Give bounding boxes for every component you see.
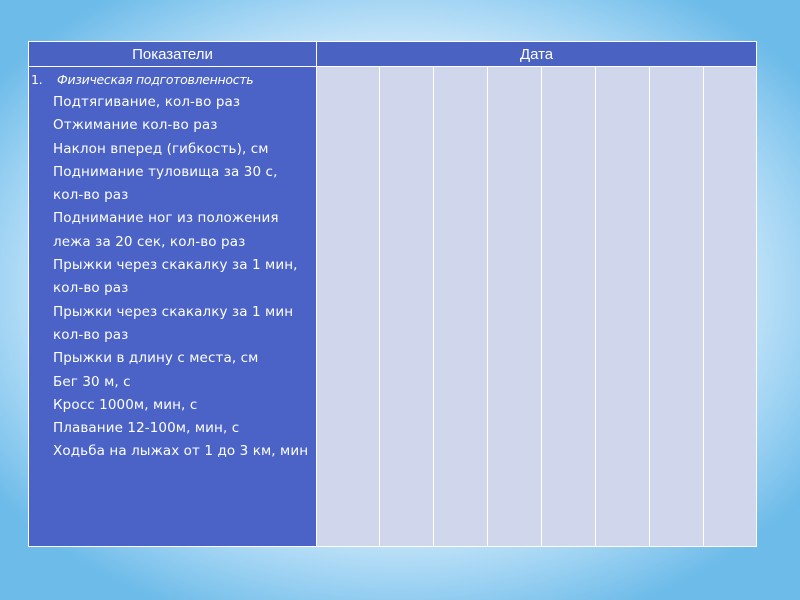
indicators-cell (29, 67, 317, 547)
indicator-item: Прыжки через скакалку за 1 мин кол-во раз (53, 303, 294, 343)
header-row (29, 42, 757, 67)
indicator-item: Бег 30 м, с (53, 373, 131, 390)
indicator-list (29, 89, 316, 464)
indicator-item: Поднимание ног из положения лежа за 20 сек, кол-во раз (53, 210, 279, 250)
indicator-item: Наклон вперед (гибкость), см (53, 140, 269, 157)
fitness-table (28, 41, 757, 547)
section-heading (29, 71, 316, 89)
indicator-item: Поднимание туловища за 30 с, кол-во раз (53, 163, 278, 204)
indicator-item: Подтягивание, кол-во раз (53, 94, 241, 110)
date-cell-5[interactable] (542, 67, 596, 547)
indicator-item: Ходьба на лыжах от 1 до 3 км, мин (53, 443, 309, 460)
date-cell-6[interactable] (596, 67, 650, 547)
indicator-item: Прыжки в длину с места, см (53, 350, 259, 367)
body-row (29, 67, 757, 547)
indicator-item: Кросс 1000м, мин, с (53, 396, 198, 413)
date-cell-7[interactable] (650, 67, 704, 547)
indicator-item: Прыжки через скакалку за 1 мин, кол-во раз (53, 257, 298, 297)
date-cell-1[interactable] (317, 67, 380, 547)
date-cell-4[interactable] (488, 67, 542, 547)
header-indicators: Показатели (29, 42, 317, 67)
section-title: Физическая подготовленность (57, 72, 254, 87)
date-cell-8[interactable] (704, 67, 757, 547)
date-cell-2[interactable] (380, 67, 434, 547)
date-cell-3[interactable] (434, 67, 488, 547)
indicator-item: Отжимание кол-во раз (53, 117, 218, 134)
header-date: Дата (317, 42, 757, 67)
section-number: 1. (31, 72, 43, 87)
indicator-item: Плавание 12-100м, мин, с (53, 420, 240, 437)
